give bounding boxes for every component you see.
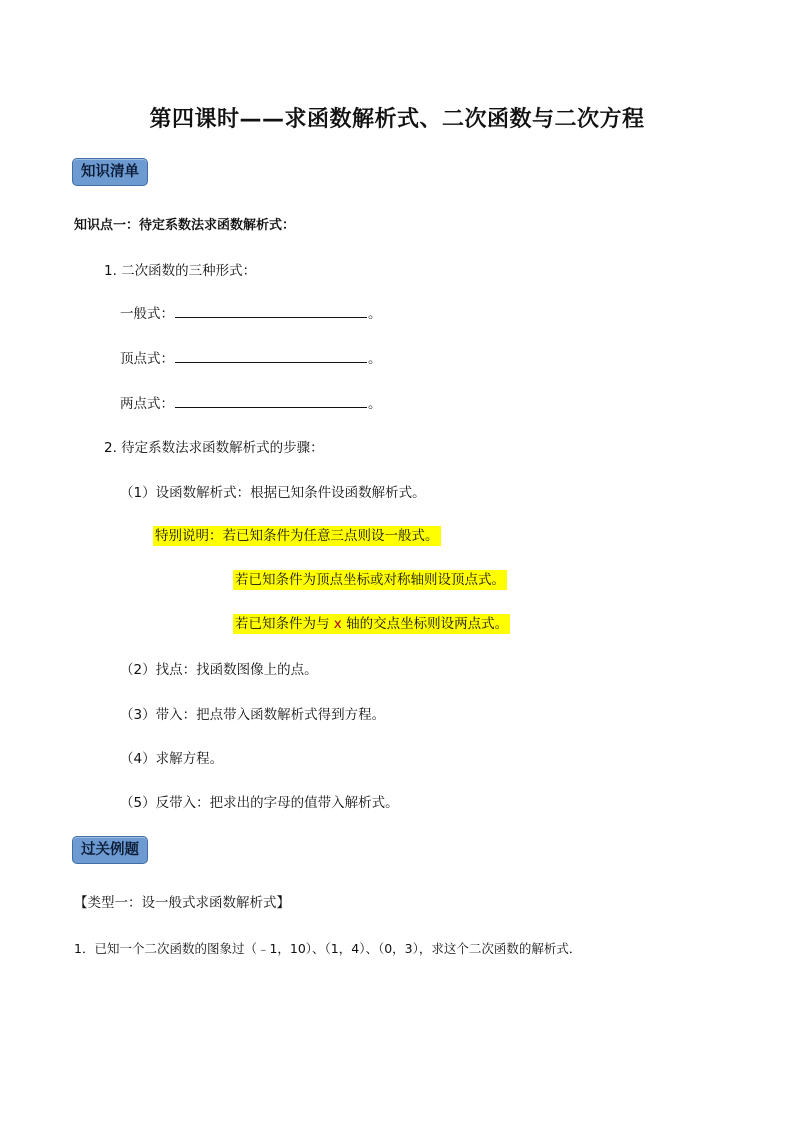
special-note-2 <box>233 568 507 588</box>
step-1: （1）设函数解析式：根据已知条件设函数解析式。 <box>120 485 426 501</box>
form-vertex <box>120 347 382 367</box>
form-label: 一般式： <box>120 306 174 322</box>
page-title: 第四课时——求函数解析式、二次函数与二次方程 <box>149 107 645 132</box>
form-two-point <box>120 392 382 412</box>
form-end: 。 <box>368 306 382 322</box>
step-4: （4）求解方程。 <box>120 751 224 767</box>
problem-1: 1．已知一个二次函数的图象过（﹣1，10）、（1，4）、（0，3），求这个二次函数的解析式． <box>74 941 582 956</box>
fill-blank <box>175 348 367 363</box>
special-note-3 <box>233 612 510 632</box>
fill-blank <box>175 303 367 318</box>
form-end: 。 <box>368 396 382 412</box>
example-type-heading: 【类型一：设一般式求函数解析式】 <box>74 895 290 911</box>
knowledge-point-heading: 知识点一：待定系数法求函数解析式： <box>74 218 296 233</box>
x-variable: x <box>333 616 342 632</box>
section-badge-examples: 过关例题 <box>72 836 148 864</box>
special-note-1 <box>153 524 441 544</box>
form-label: 两点式： <box>120 396 174 412</box>
step-2: （2）找点：找函数图像上的点。 <box>120 662 318 678</box>
form-general <box>120 302 382 322</box>
item-three-forms: 1. 二次函数的三种形式： <box>104 263 257 279</box>
fill-blank <box>175 393 367 408</box>
section-badge-knowledge: 知识清单 <box>72 158 148 186</box>
step-3: （3）带入：把点带入函数解析式得到方程。 <box>120 707 386 723</box>
form-label: 顶点式： <box>120 351 174 367</box>
form-end: 。 <box>368 351 382 367</box>
highlighted-text: 特别说明：若已知条件为任意三点则设一般式。 <box>155 528 439 544</box>
item-steps: 2. 待定系数法求函数解析式的步骤： <box>104 440 324 456</box>
highlighted-text: 若已知条件为顶点坐标或对称轴则设顶点式。 <box>235 572 505 588</box>
step-5: （5）反带入：把求出的字母的值带入解析式。 <box>120 795 399 811</box>
highlighted-text: 若已知条件为与 x 轴的交点坐标则设两点式。 <box>235 616 509 632</box>
